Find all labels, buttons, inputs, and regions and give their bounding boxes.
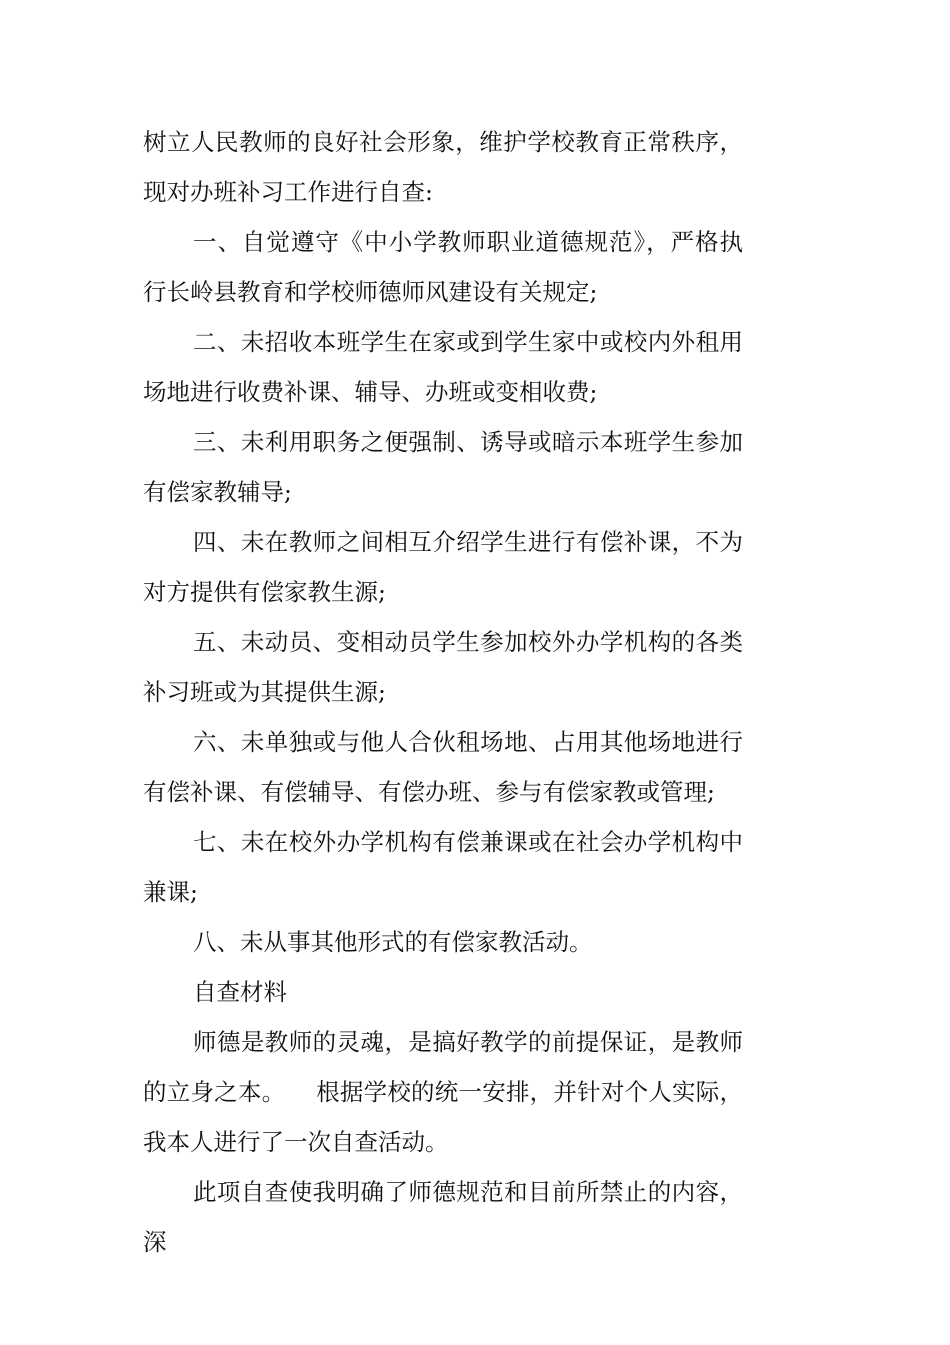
section-heading: 自查材料 bbox=[193, 978, 287, 1006]
paragraph-self-check: 此项自查使我明确了师德规范和目前所禁止的内容，深 bbox=[143, 1178, 743, 1256]
paragraph-item-7: 七、未在校外办学机构有偿兼课或在社会办学机构中兼课; bbox=[143, 828, 743, 906]
paragraph-ethics: 师德是教师的灵魂，是搞好教学的前提保证，是教师的立身之本。 根据学校的统一安排，并针对个人实际，我本人进行了一次自查活动。 bbox=[143, 1028, 743, 1156]
paragraph-item-8: 八、未从事其他形式的有偿家教活动。 bbox=[193, 928, 593, 956]
paragraph-item-6: 六、未单独或与他人合伙租场地、占用其他场地进行有偿补课、有偿辅导、有偿办班、参与有偿家教或管理; bbox=[143, 728, 743, 806]
document-body bbox=[143, 117, 743, 1267]
paragraph-item-4: 四、未在教师之间相互介绍学生进行有偿补课，不为对方提供有偿家教生源; bbox=[143, 528, 743, 606]
paragraph-item-2: 二、未招收本班学生在家或到学生家中或校内外租用场地进行收费补课、辅导、办班或变相收费; bbox=[143, 328, 743, 406]
paragraph-intro: 树立人民教师的良好社会形象，维护学校教育正常秩序，现对办班补习工作进行自查: bbox=[143, 128, 743, 206]
paragraph-item-1: 一、自觉遵守《中小学教师职业道德规范》，严格执行长岭县教育和学校师德师风建设有关规定; bbox=[143, 228, 743, 306]
paragraph-item-3: 三、未利用职务之便强制、诱导或暗示本班学生参加有偿家教辅导; bbox=[143, 428, 743, 506]
paragraph-item-5: 五、未动员、变相动员学生参加校外办学机构的各类补习班或为其提供生源; bbox=[143, 628, 743, 706]
